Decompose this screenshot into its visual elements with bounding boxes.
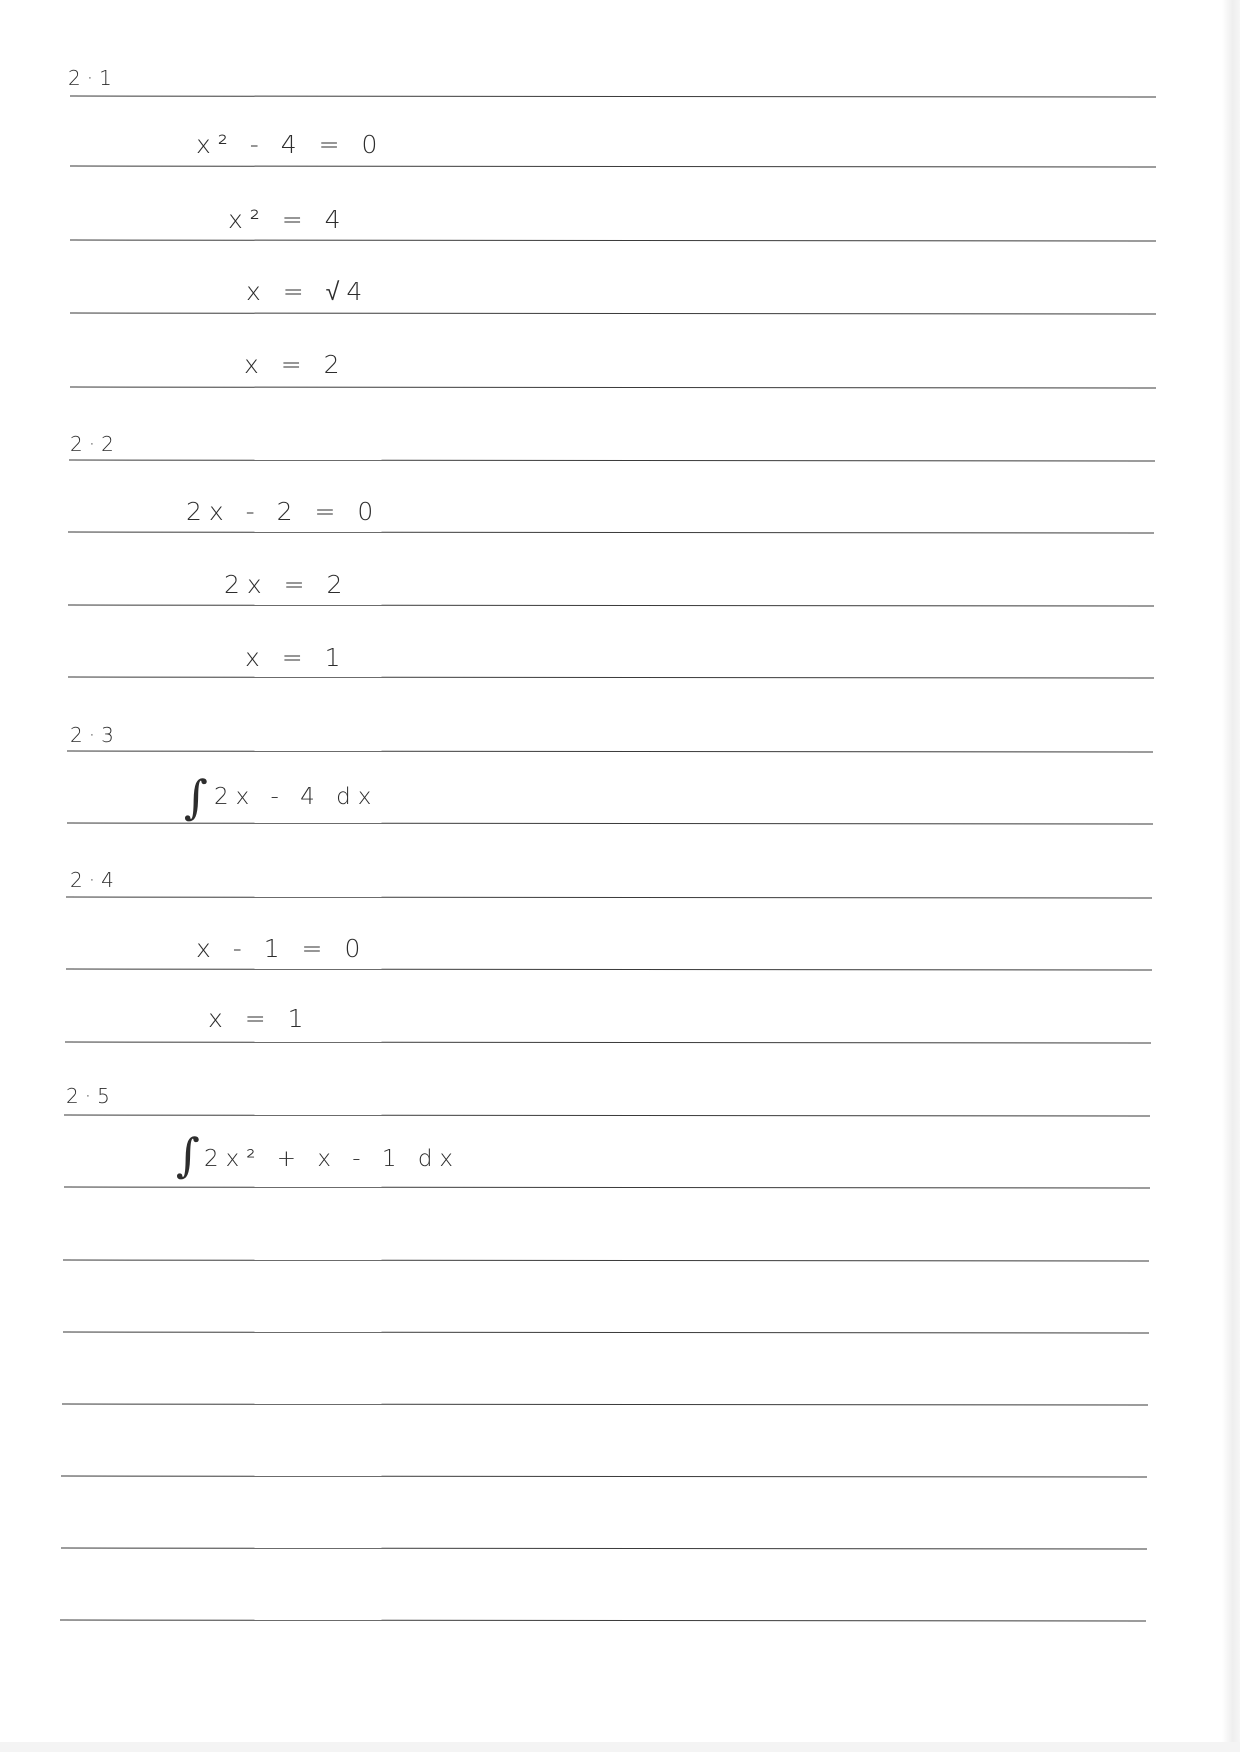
ruled-line [65, 1042, 1151, 1045]
working-line: x = 1 [245, 643, 348, 672]
integral-sign-icon: ∫ [184, 770, 208, 824]
question-label: 2·1 [68, 66, 118, 90]
working-line: x = 1 [208, 1004, 311, 1033]
integral-sign-icon: ∫ [176, 1128, 200, 1182]
ruled-line [63, 1332, 1149, 1335]
ruled-line [66, 897, 1152, 900]
working-line: x - 1 = 0 [196, 934, 368, 963]
ruled-line [63, 1260, 1149, 1263]
working-line: x = 2 [244, 350, 347, 379]
ruled-line [64, 1115, 1150, 1118]
ruled-line [64, 1187, 1150, 1190]
working-line: 2x - 2 = 0 [186, 497, 381, 526]
question-label: 2·2 [70, 432, 120, 456]
ruled-line [68, 677, 1154, 680]
ruled-line [67, 751, 1153, 754]
ruled-line [70, 313, 1156, 316]
ruled-line [70, 166, 1156, 169]
ruled-line [70, 96, 1156, 99]
ruled-line [60, 1620, 1146, 1623]
ruled-line [70, 240, 1156, 243]
ruled-line [61, 1548, 1147, 1551]
question-label: 2·3 [70, 723, 120, 747]
working-line: x² - 4 = 0 [196, 130, 385, 159]
page-edge-shadow [1222, 0, 1240, 1752]
working-line: x² = 4 [228, 205, 348, 234]
question-label: 2·5 [66, 1084, 116, 1108]
working-line: 2x = 2 [224, 570, 350, 599]
page-bottom-shade [0, 1742, 1240, 1752]
ruled-line [68, 532, 1154, 535]
ruled-line [62, 1404, 1148, 1407]
ruled-line [70, 387, 1156, 390]
ruled-line [66, 969, 1152, 972]
ruled-line [67, 823, 1153, 826]
ruled-line [69, 460, 1155, 463]
question-label: 2·4 [70, 868, 120, 892]
ruled-line [68, 605, 1154, 608]
ruled-line [61, 1476, 1147, 1479]
working-line: x = √4 [246, 277, 370, 306]
working-line: 2x - 4 dx [214, 784, 379, 810]
working-line: 2x² + x - 1 dx [204, 1146, 461, 1172]
